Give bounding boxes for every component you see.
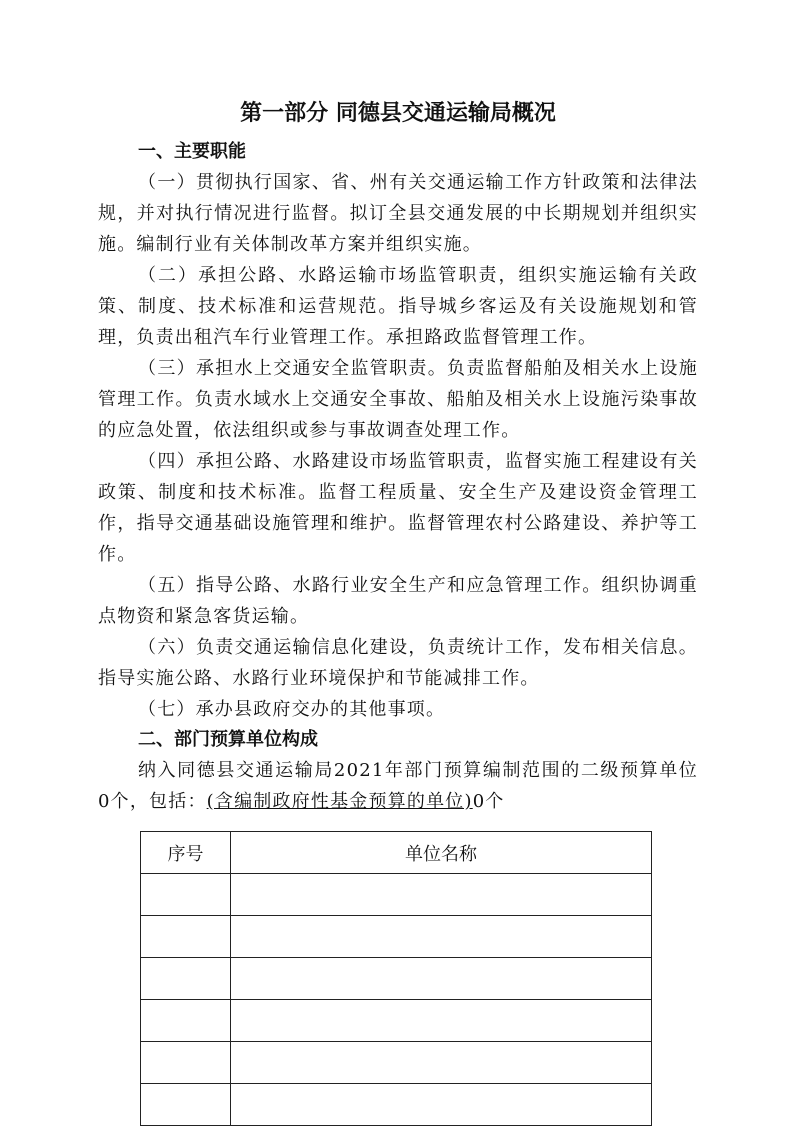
- section-heading-main-functions: 一、主要职能: [138, 141, 246, 162]
- table-cell-unit-name: [231, 874, 652, 916]
- table-cell-unit-name: [231, 1084, 652, 1126]
- column-header-unit-name: 单位名称: [231, 832, 652, 874]
- function-paragraph-7: （七）承办县政府交办的其他事项。: [138, 699, 446, 720]
- document-title: 第一部分 同德县交通运输局概况: [240, 101, 556, 126]
- table-row: [141, 1000, 652, 1042]
- table-cell-number: [141, 958, 231, 1000]
- table-cell-unit-name: [231, 916, 652, 958]
- table-row: [141, 874, 652, 916]
- budget-units-intro-text: 纳入同德县交通运输局2021年部门预算编制范围的二级预算单位0个，包括：: [98, 760, 698, 812]
- table-row: [141, 1084, 652, 1126]
- table-cell-number: [141, 1084, 231, 1126]
- function-paragraph-3: （三）承担水上交通安全监管职责。负责监督船舶及相关水上设施管理工作。负责水域水上交通安全事故、船舶及相关水上设施污染事故的应急处置，依法组织或参与事故调查处理工作。: [98, 358, 698, 441]
- function-paragraph-1: （一）贯彻执行国家、省、州有关交通运输工作方针政策和法律法规，并对执行情况进行监督。拟订全县交通发展的中长期规划并组织实施。编制行业有关体制改革方案并组织实施。: [98, 172, 698, 255]
- table-cell-number: [141, 1042, 231, 1084]
- function-paragraph-2: （二）承担公路、水路运输市场监管职责，组织实施运输有关政策、制度、技术标准和运营规范。指导城乡客运及有关设施规划和管理，负责出租汽车行业管理工作。承担路政监督管理工作。: [98, 265, 698, 348]
- table-cell-number: [141, 916, 231, 958]
- table-cell-number: [141, 874, 231, 916]
- table-header-row: [141, 832, 652, 874]
- budget-units-intro: [98, 755, 698, 817]
- table-cell-number: [141, 1000, 231, 1042]
- table-row: [141, 916, 652, 958]
- table-row: [141, 958, 652, 1000]
- table-cell-unit-name: [231, 958, 652, 1000]
- budget-units-intro-count: 0个: [472, 791, 505, 812]
- function-paragraph-6: （六）负责交通运输信息化建设，负责统计工作，发布相关信息。指导实施公路、水路行业环境保护和节能减排工作。: [98, 637, 698, 689]
- column-header-number: 序号: [141, 832, 231, 874]
- function-paragraph-4: （四）承担公路、水路建设市场监管职责，监督实施工程建设有关政策、制度和技术标准。监督工程质量、安全生产及建设资金管理工作，指导交通基础设施管理和维护。监督管理农村公路建设、养护等工作。: [98, 451, 698, 565]
- table-cell-unit-name: [231, 1042, 652, 1084]
- table-cell-unit-name: [231, 1000, 652, 1042]
- budget-units-table: [140, 831, 652, 1126]
- table-row: [141, 1042, 652, 1084]
- document-page: [98, 97, 698, 1126]
- function-paragraph-5: （五）指导公路、水路行业安全生产和应急管理工作。组织协调重点物资和紧急客货运输。: [98, 575, 698, 627]
- budget-units-intro-underlined: (含编制政府性基金预算的单位): [206, 791, 473, 812]
- section-heading-budget-units: 二、部门预算单位构成: [138, 729, 318, 750]
